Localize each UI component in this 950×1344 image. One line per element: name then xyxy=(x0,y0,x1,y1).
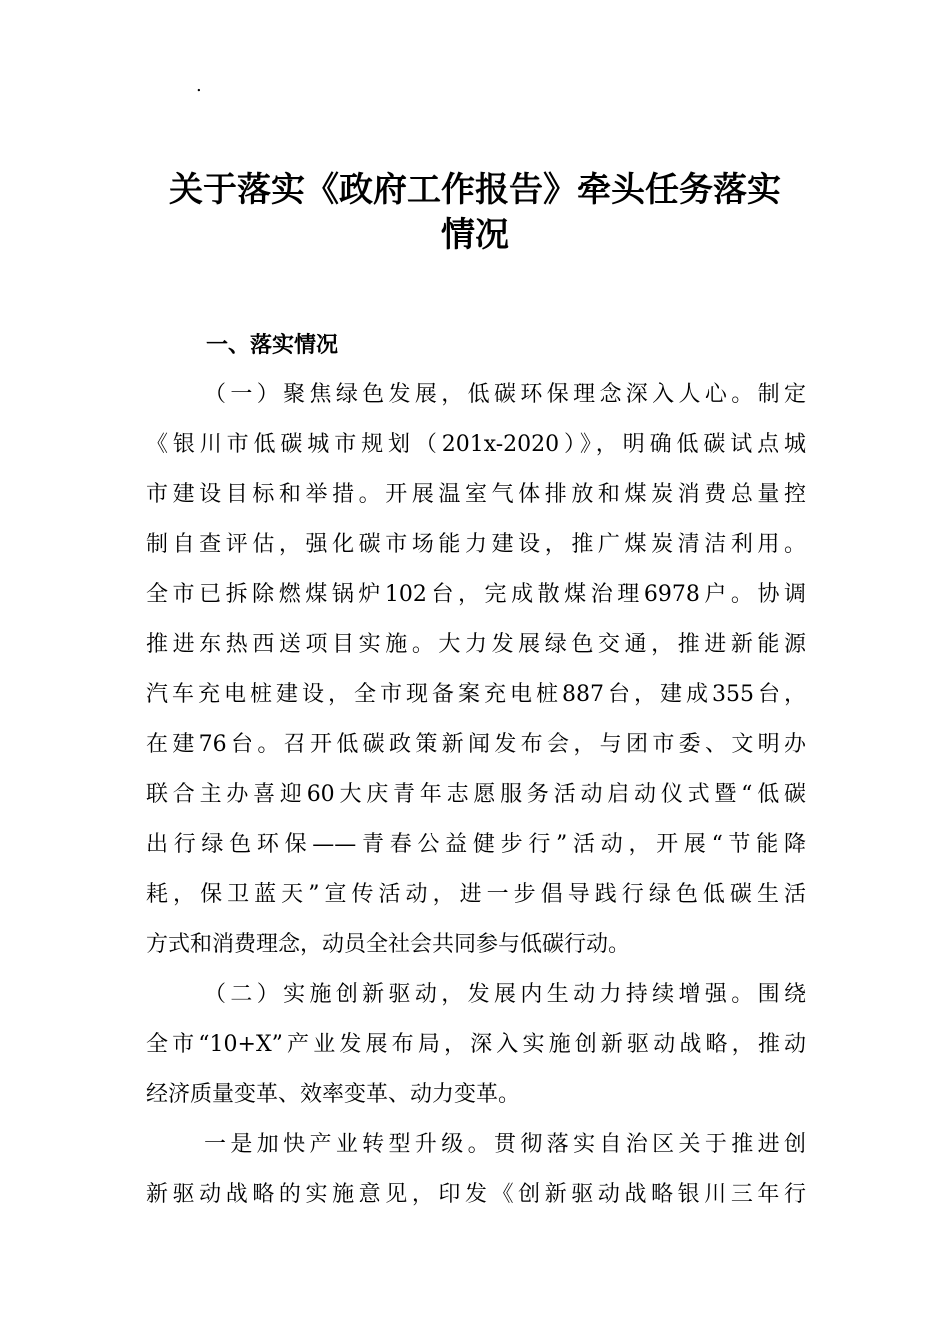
paragraph-line: 制自查评估，强化碳市场能力建设，推广煤炭清洁利用。 xyxy=(146,532,806,557)
paragraph-line: 推进东热西送项目实施。大力发展绿色交通，推进新能源 xyxy=(146,632,806,657)
paragraph-line: 经济质量变革、效率变革、动力变革。 xyxy=(146,1082,521,1107)
title-line-2: 情况 xyxy=(441,215,509,255)
paragraph-line: 在建76台。召开低碳政策新闻发布会，与团市委、文明办 xyxy=(146,732,806,757)
top-dot-mark: . xyxy=(196,75,202,96)
paragraph-line: （二）实施创新驱动，发展内生动力持续增强。围绕 xyxy=(204,982,806,1007)
paragraph-line: 耗，保卫蓝天”宣传活动，进一步倡导践行绿色低碳生活 xyxy=(146,882,806,907)
title-line-1: 关于落实《政府工作报告》牵头任务落实 xyxy=(169,170,781,210)
paragraph-line: 方式和消费理念，动员全社会共同参与低碳行动。 xyxy=(146,932,631,957)
paragraph-line: 市建设目标和举措。开展温室气体排放和煤炭消费总量控 xyxy=(146,482,806,507)
body-text xyxy=(146,370,806,1220)
paragraph-line: 全市“10+X”产业发展布局，深入实施创新驱动战略，推动 xyxy=(146,1032,806,1057)
paragraph-line: 一是加快产业转型升级。贯彻落实自治区关于推进创 xyxy=(204,1132,806,1157)
paragraph-line: 《银川市低碳城市规划（201x-2020）》，明确低碳试点城 xyxy=(146,432,806,457)
paragraph-line: 全市已拆除燃煤锅炉102台，完成散煤治理6978户。协调 xyxy=(146,582,806,607)
paragraph-line: 汽车充电桩建设，全市现备案充电桩887台，建成355台， xyxy=(146,682,806,707)
paragraph-line: 新驱动战略的实施意见，印发《创新驱动战略银川三年行 xyxy=(146,1182,806,1207)
section-heading: 一、落实情况 xyxy=(206,333,339,358)
paragraph-line: 出行绿色环保——青春公益健步行”活动，开展“节能降 xyxy=(146,832,806,857)
paragraph-line: （一）聚焦绿色发展，低碳环保理念深入人心。制定 xyxy=(204,382,806,407)
paragraph-line: 联合主办喜迎60大庆青年志愿服务活动启动仪式暨“低碳 xyxy=(146,782,806,807)
document-title xyxy=(150,168,800,258)
